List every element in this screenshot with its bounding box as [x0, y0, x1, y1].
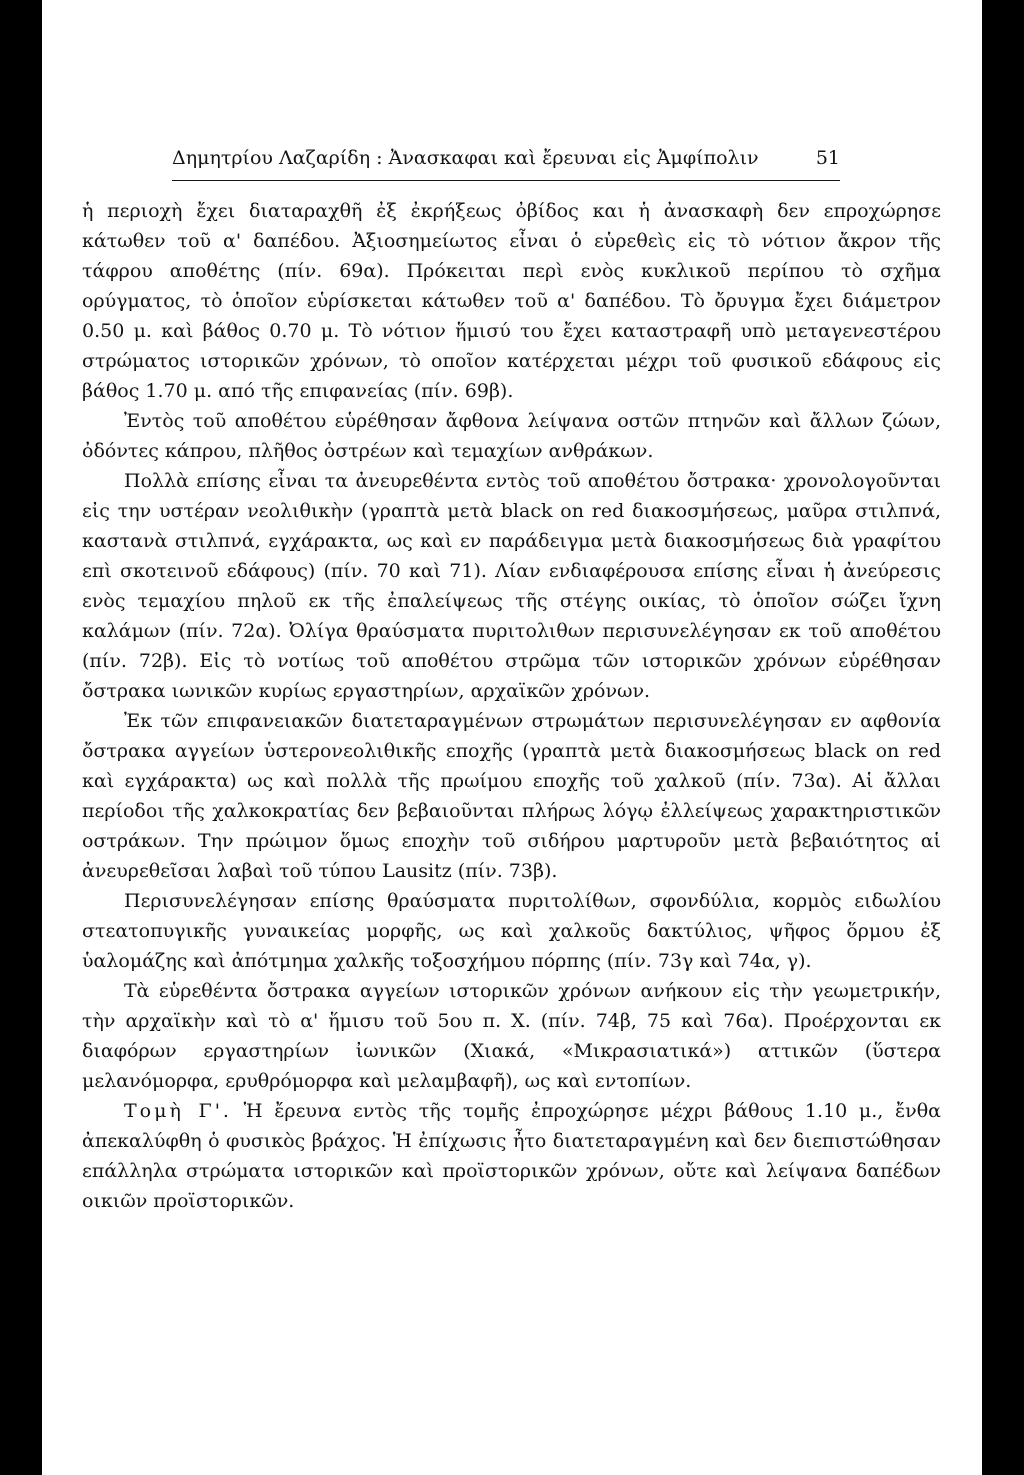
paragraph-2	[82, 406, 941, 466]
paragraph-text: Ἐκ τῶν επιφανειακῶν διατεταραγμένων στρωμάτων περισυνελέγησαν εν αφθονία ὄστρακα αγγείων ὑστερονεολιθικῆς εποχῆς (γραπτὰ μετὰ διακοσμήσεως black on red καὶ εγχάρακτα) ως καὶ πολλὰ τῆς πρωίμου εποχῆς τοῦ χαλκοῦ (πίν. 73α). Αἱ ἄλλαι περίοδοι τῆς χαλκοκρατίας δεν βεβαιοῦνται πλήρως λόγῳ ἐλλείψεως χαρακτηριστικῶν οστράκων. Την πρώιμον ὅμως εποχὴν τοῦ σιδήρου μαρτυροῦν μετὰ βεβαιότητος αἱ ἀνευρεθεῖσαι λαβαὶ τοῦ τύπου Lausitz (πίν. 73β).	[82, 710, 941, 882]
running-head	[172, 143, 840, 173]
paragraph-text: Πολλὰ επίσης εἶναι τα ἀνευρεθέντα εντὸς τοῦ αποθέτου ὄστρακα· χρονολογοῦνται εἰς την υστέραν νεολιθικὴν (γραπτὰ μετὰ black on red διακοσμήσεως, μαῦρα στιλπνά, καστανὰ στιλπνά, εγχάρακτα, ως καὶ εν παράδειγμα μετὰ διακοσμήσεως διὰ γραφίτου επὶ σκοτεινοῦ εδάφους) (πίν. 70 καὶ 71). Λίαν ενδιαφέρουσα επίσης εἶναι ἡ ἀνεύρεσις ενὸς τεμαχίου πηλοῦ εκ τῆς ἐπαλείψεως τῆς στέγης οικίας, τὸ ὁποῖον σώζει ἴχνη καλάμων (πίν. 72α). Ὀλίγα θραύσματα πυριτολιθων περισυνελέγησαν εκ τοῦ αποθέτου (πίν. 72β). Εἰς τὸ νοτίως τοῦ αποθέτου στρῶμα τῶν ιστορικῶν χρόνων εὑρέθησαν ὄστρακα ιωνικῶν κυρίως εργαστηρίων, αρχαϊκῶν χρόνων.	[82, 470, 941, 702]
header-divider	[172, 180, 840, 181]
paragraph-5	[82, 886, 941, 976]
paragraph-text: Ἡ ἔρευνα εντὸς τῆς τομῆς ἐπροχώρησε μέχρι βάθους 1.10 μ., ἔνθα ἀπεκαλύφθη ὁ φυσικὸς βράχος. Ἡ ἐπίχωσις ἦτο διατεταραγμένη καὶ δεν διεπιστώθησαν επάλληλα στρώματα ιστορικῶν καὶ προϊστορικῶν χρόνων, οὔτε καὶ λείψανα δαπέδων οικιῶν προϊστορικῶν.	[82, 1100, 941, 1212]
running-head-title: Δημητρίου Λαζαρίδη : Ἀνασκαφαι καὶ ἔρευναι εἰς Ἀμφίπολιν	[172, 147, 759, 169]
paragraph-6	[82, 976, 941, 1096]
paragraph-text: Ἐντὸς τοῦ αποθέτου εὑρέθησαν ἄφθονα λείψανα οστῶν πτηνῶν καὶ ἄλλων ζώων, ὀδόντες κάπρου, πλῆθος ὀστρέων καὶ τεμαχίων ανθράκων.	[82, 410, 941, 462]
paragraph-4	[82, 706, 941, 886]
document-page	[42, 0, 982, 1475]
paragraph-text: ἡ περιοχὴ ἔχει διαταραχθῆ ἐξ ἐκρήξεως ὀβίδος και ἡ ἀνασκαφὴ δεν επροχώρησε κάτωθεν τοῦ α' δαπέδου. Ἀξιοσημείωτος εἶναι ὁ εὑρεθεὶς εἰς τὸ νότιον ἄκρον τῆς τάφρου αποθέτης (πίν. 69α). Πρόκειται περὶ ενὸς κυκλικοῦ περίπου τὸ σχῆμα ορύγματος, τὸ ὁποῖον εὑρίσκεται κάτωθεν τοῦ α' δαπέδου. Τὸ ὄρυγμα ἔχει διάμετρον 0.50 μ. καὶ βάθος 0.70 μ. Τὸ νότιον ἥμισύ του ἔχει καταστραφῆ υπὸ μεταγενεστέρου στρώματος ιστορικῶν χρόνων, τὸ οποῖον κατέρχεται μέχρι τοῦ φυσικοῦ εδάφους εἰς βάθος 1.70 μ. από τῆς επιφανείας (πίν. 69β).	[82, 200, 941, 402]
paragraph-3	[82, 466, 941, 706]
paragraph-text: Περισυνελέγησαν επίσης θραύσματα πυριτολίθων, σφονδύλια, κορμὸς ειδωλίου στεατοπυγικῆς γυναικείας μορφῆς, ως καὶ χαλκοῦς δακτύλιος, ψῆφος ὅρμου ἐξ ὑαλομάζης καὶ ἀπότμημα χαλκῆς τοξοσχήμου πόρπης (πίν. 73γ καὶ 74α, γ).	[82, 890, 941, 972]
paragraph-text: Τὰ εὑρεθέντα ὄστρακα αγγείων ιστορικῶν χρόνων ανήκουν εἰς τὴν γεωμετρικήν, τὴν αρχαϊκὴν καὶ τὸ α' ἥμισυ τοῦ 5ου π. Χ. (πίν. 74β, 75 καὶ 76α). Προέρχονται εκ διαφόρων εργαστηρίων ἰωνικῶν (Χιακά, «Μικρασιατικά») αττικῶν (ὕστερα μελανόμορφα, ερυθρόμορφα καὶ μελαμβαφῆ), ως καὶ εντοπίων.	[82, 980, 941, 1092]
paragraph-7	[82, 1096, 941, 1216]
section-heading: Τομὴ Γ'.	[124, 1100, 232, 1122]
paragraph-1	[82, 196, 941, 406]
page-number: 51	[815, 147, 840, 169]
body-text	[82, 196, 941, 1216]
